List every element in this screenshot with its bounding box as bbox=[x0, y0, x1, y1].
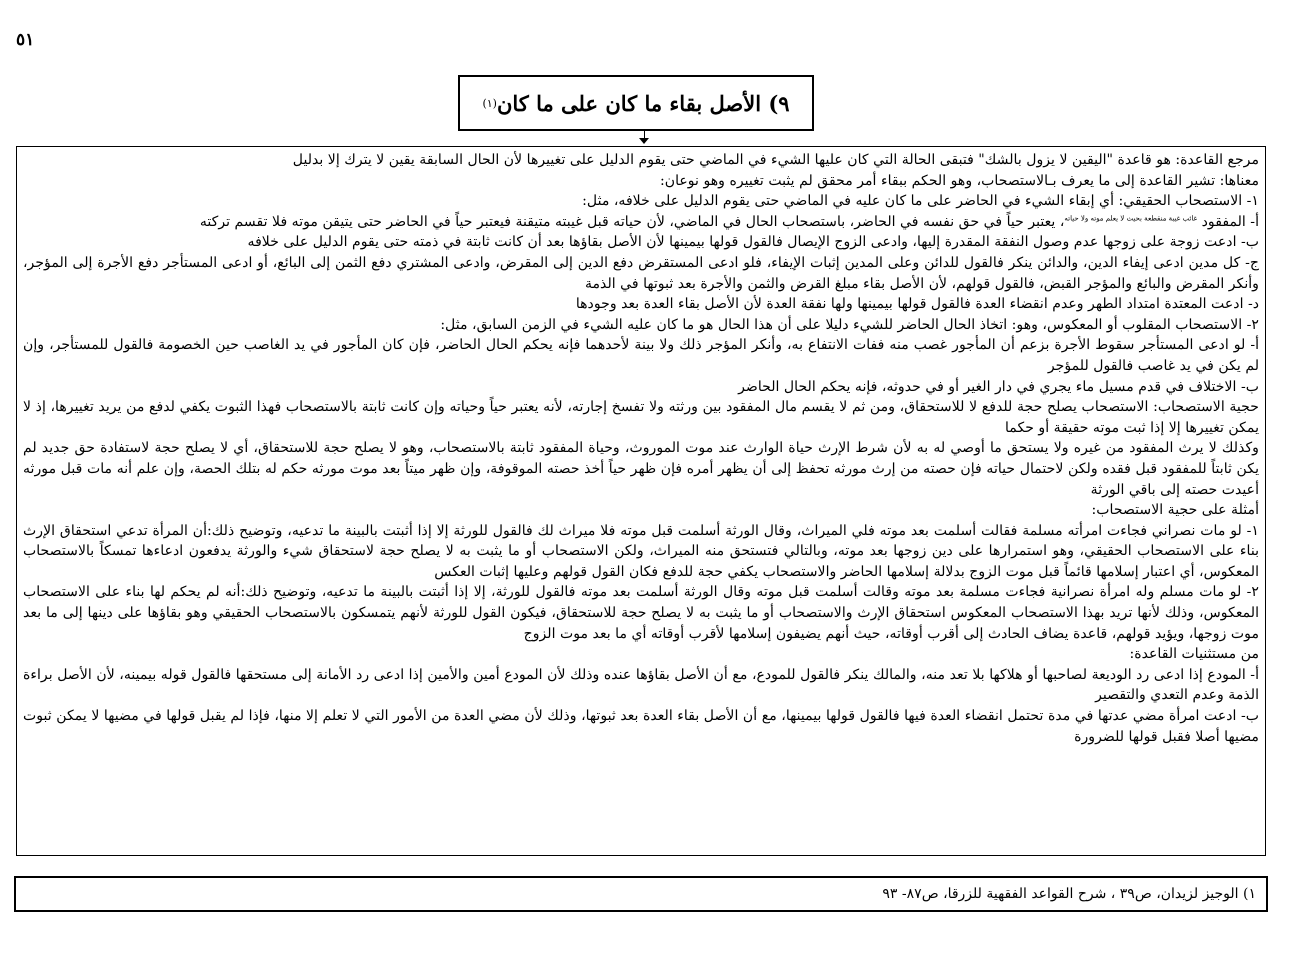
exception-deposit: أ- المودع إذا ادعى رد الوديعة لصاحبها أو هلاكها بلا تعد منه، والمالك ينكر فالقول للمودع، مع أن الأصل بقاؤها عنده وذلك لأن المودع أمين والأمين إذا ادعى رد الأمانة إلى مستحقها فالقول قوله بيمينه، لأن الأصل براءة الذمة وعدم التعدي والتقصير bbox=[23, 666, 1259, 704]
rule-title: ٩) الأصل بقاء ما كان على ما كان bbox=[496, 90, 790, 116]
examples-heading: أمثلة على حجية الاستصحاب: bbox=[1091, 502, 1259, 519]
rule-title-box bbox=[458, 75, 814, 131]
missing-person-inline-note: غائب غيبة منقطعة بحيث لا يعلم موته ولا حياته bbox=[1064, 214, 1198, 223]
down-arrow-icon bbox=[639, 138, 649, 144]
rule-reference: مرجع القاعدة: هو قاعدة "اليقين لا يزول بالشك" فتبقى الحالة التي كان عليها الشيء في الماضي حتى يقوم الدليل على تغييرها لأن الحال السابقة يقين لا يترك إلا بدليل bbox=[292, 152, 1259, 168]
example-debtor: ج- كل مدين ادعى إيفاء الدين، والدائن ينكر فالقول للدائن وعلى المدين إثبات الإيفاء، فلو ادعى المستقرض دفع الدين إلى المقرض، وادعى المشتري دفع الثمن إلى البائع، أو ادعى المستأجر دفع الأجرة إلى المؤجر، وأنكر المقرض والبائع والمؤجر القبض، فالقول قولهم، لأن الأصل بقاء مبلغ القرض والثمن والأجرة بعد ثبوتها في الذمة bbox=[23, 254, 1259, 292]
missing-person-inheritance: وكذلك لا يرث المفقود من غيره ولا يستحق ما أوصي له به لأن شرط الإرث حياة الوارث عند موت الموروث، وحياة المفقود ثابتة بالاستصحاب، وهو لا يصلح حجة للاستحقاق، أي لا يصلح حجة لاستفادة حق جديد لم يكن ثابتاً للمفقود قبل فقده ولكن لاحتمال حياته فإن حصته من إرث مورثه تحفظ إلى أن يظهر أمره فإن ظهر حياً أخذ حصته الموقوفة، وإن ظهر ميتاً بعد موت مورثه حكم له بتلك الحصة، وإن علم أنه مات قبل مورثه أعيدت حصته إلى باقي الورثة bbox=[23, 440, 1259, 498]
footnote-text: ١) الوجيز لزيدان، ص٣٩ ، شرح القواعد الفقهية للزرقا، ص٨٧- ٩٣ bbox=[882, 886, 1256, 902]
type-1-heading: ١- الاستصحاب الحقيقي: أي إبقاء الشيء في الحاضر على ما كان عليه في الماضي حتى يقوم الدليل على خلافه، مثل: bbox=[582, 193, 1259, 210]
example-missing-person bbox=[23, 212, 1259, 233]
missing-person-start: أ- المفقود bbox=[1201, 213, 1259, 230]
example-tenant: أ- لو ادعى المستأجر سقوط الأجرة بزعم أن المأجور غصب منه ففات الانتفاع به، وأنكر المؤجر ذلك ولا بينة لأحدهما فإنه يحكم الحال الحاضر، فإن كان المأجور في يد الغاصب حين الخصومة فالقول للمستأجر، وإن لم يكن في يد غاصب فالقول للمؤجر bbox=[23, 337, 1259, 374]
type-2-heading: ٢- الاستصحاب المقلوب أو المعكوس، وهو: اتخاذ الحال الحاضر للشيء دليلا على أن هذا الحال هو ما كان عليه الشيء في الزمن السابق، مثل: bbox=[440, 316, 1259, 333]
example-christian-husband: ١- لو مات نصراني فجاءت امرأته مسلمة فقالت أسلمت بعد موته فلي الميراث، وقال الورثة أسلمت قبل موته فلا ميراث لك فالقول للورثة إلا إذا أثبتت بالبينة ما تدعيه، وتوضيح ذلك:أن المرأة تدعي استحقاق الإرث بناء على الاستصحاب الحقيقي، وهو استمرارها على دين زوجها بعد موته، وبالتالي فتستحق منه الميراث، ولكن الاستصحاب أو ما يثبت به لا يصلح حجة لاستحقاق شيء والورثة يدفعون ادعاءها تمسكاً بالاستصحاب المعكوس، أي اعتبار إسلامها قائماً قبل موت الزوج بدلالة إسلامها الحاضر والاستصحاب يكفي حجة للدفع فكان القول قولهم وعليها إثبات العكس bbox=[23, 522, 1259, 580]
rule-meaning: معناها: تشير القاعدة إلى ما يعرف بـالاستصحاب، وهو الحكم ببقاء أمر محقق لم يثبت تغييره وهو نوعان: bbox=[659, 172, 1259, 189]
exception-waiting-period: ب- ادعت امرأة مضي عدتها في مدة تحتمل انقضاء العدة فيها فالقول قولها بيمينها، مع أن الأصل بقاء العدة بعد ثبوتها، وذلك لأن مضي العدة من الأمور التي لا تعلم إلا منها، فإذا لم يقبل قولها في مضيها لا يمكن ثبوت مضيها أصلا فقبل قولها للضرورة bbox=[23, 708, 1259, 745]
page-number: ٥١ bbox=[16, 30, 35, 50]
example-waiting-period: د- ادعت المعتدة امتداد الطهر وعدم انقضاء العدة فالقول قولها بيمينها ولها نفقة العدة لأن الأصل بقاء العدة بعد وجودها bbox=[575, 296, 1259, 313]
missing-person-rest: ، يعتبر حياً في حق نفسه في الحاضر، باستصحاب الحال في الماضي، لأن حياته قبل غيبته متيقنة فيعتبر حياً في الحاضر حتى يتيقن موته فلا تقسم تركته bbox=[199, 213, 1065, 230]
authority-of-istishab: حجية الاستصحاب: الاستصحاب يصلح حجة للدفع لا للاستحقاق، ومن ثم لا يقسم مال المفقود بين ورثته ولا تفسخ إجارته، لأنه يعتبر حياً وحياته وإن كانت ثابتة بالاستصحاب فهذا الثبوت يكفي لدفع من يريد تغييرها، إذ لا يمكن تغييرها إلا إذا ثبت موته حقيقة أو حكما bbox=[23, 399, 1259, 436]
exceptions-heading: من مستثنيات القاعدة: bbox=[1129, 646, 1259, 663]
footnote-box bbox=[14, 876, 1268, 912]
example-water-channel: ب- الاختلاف في قدم مسيل ماء يجري في دار الغير أو في حدوثه، فإنه يحكم الحال الحاضر bbox=[738, 378, 1259, 395]
rule-explanation-box bbox=[16, 146, 1266, 856]
title-footnote-ref: (١) bbox=[482, 96, 497, 110]
example-wife-alimony: ب- ادعت زوجة على زوجها عدم وصول النفقة المقدرة إليها، وادعى الزوج الإيصال فالقول قولها بيمينها لأن الأصل بقاؤها بعد أن كانت ثابتة في ذمته حتى يقوم الدليل على خلافه bbox=[247, 234, 1259, 251]
example-christian-wife: ٢- لو مات مسلم وله امرأة نصرانية فجاءت مسلمة بعد موته وقالت أسلمت قبل موته وقال الورثة أسلمت بعد موته فالقول للورثة، إلا إذا أثبتت بالبينة ما تدعيه، وتوضيح ذلك:أنه لم يحكم لها بناء على الاستصحاب المعكوس، وذلك لأنها تريد بهذا الاستصحاب المعكوس استحقاق الإرث والاستصحاب أو ما يثبت به لا يصلح حجة للاستحقاق، فيكون القول للورثة لأنهم يتمسكون بالاستصحاب الحقيقي وهو بقاؤها على دينها إلى ما بعد موت زوجها، ويؤيد قولهم، قاعدة يضاف الحادث إلى أقرب أوقاته، حيث أنهم يضيفون إسلامها لأقرب أوقاته أي ما بعد موت الزوج bbox=[23, 584, 1259, 642]
